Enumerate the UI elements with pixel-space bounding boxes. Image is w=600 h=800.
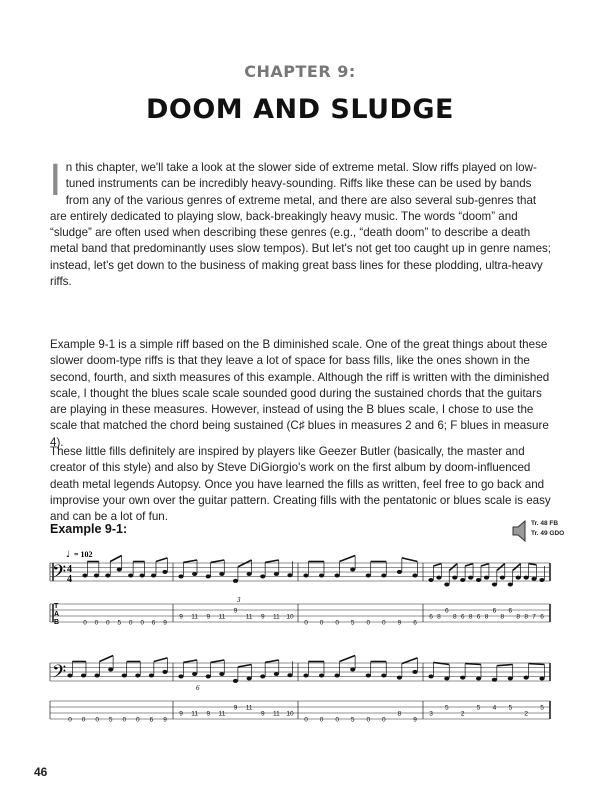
note-beam: [265, 560, 279, 562]
note-head: [192, 572, 197, 576]
note-beam: [238, 560, 252, 567]
note-head: [436, 576, 441, 580]
tab-fret-number: 11: [218, 613, 226, 621]
note-head: [81, 674, 86, 678]
tab-fret-number: 9: [163, 716, 167, 724]
note-head: [412, 574, 417, 578]
note-head: [508, 677, 513, 681]
bass-clef-icon: 𝄢: [52, 562, 67, 587]
tab-fret-number: 0: [106, 619, 110, 627]
note-head: [500, 576, 505, 580]
tab-fret-number: 11: [191, 710, 198, 718]
note-beam: [100, 656, 114, 662]
time-signature-bottom: 4: [67, 574, 72, 585]
tab-fret-number: 9: [179, 613, 183, 621]
note-head: [428, 674, 433, 678]
note-beam: [110, 556, 121, 562]
note-head: [412, 670, 417, 674]
note-head: [192, 672, 197, 676]
tab-fret-number: 6: [460, 613, 465, 621]
note-beam: [481, 564, 489, 566]
note-head: [117, 568, 122, 572]
chapter-label: CHAPTER 9:: [244, 62, 356, 81]
note-head: [151, 574, 156, 578]
note-head: [524, 676, 529, 680]
page-number: 46: [34, 765, 48, 779]
tab-fret-number: 0: [304, 619, 308, 627]
note-head: [247, 572, 252, 576]
tab-fret-number: 9: [413, 716, 417, 724]
note-head: [350, 568, 355, 572]
tab-fret-number: 7: [532, 613, 536, 621]
tab-fret-number: 0: [140, 619, 144, 627]
tab-fret-number: 5: [350, 619, 355, 627]
tab-fret-number: 9: [163, 619, 167, 627]
tab-fret-number: 3: [429, 710, 433, 718]
tempo-quarter-note: ♩: [66, 550, 71, 560]
tab-fret-number: 9: [206, 710, 211, 718]
note-head: [233, 579, 238, 583]
note-head: [366, 674, 371, 678]
note-head: [335, 574, 340, 578]
note-head: [397, 676, 402, 680]
tab-fret-number: 0: [335, 619, 339, 627]
note-beam: [465, 564, 473, 566]
note-beam: [529, 564, 537, 565]
tab-fret-number: 9: [233, 607, 238, 615]
note-beam: [340, 556, 356, 562]
time-signature-top: 4: [67, 564, 72, 575]
note-head: [492, 678, 497, 682]
tab-fret-number: 5: [117, 619, 122, 627]
chapter-title: DOOM AND SLUDGE: [145, 94, 455, 125]
note-head: [319, 674, 324, 678]
note-head: [128, 574, 133, 578]
note-head: [460, 676, 465, 680]
note-head: [247, 677, 252, 681]
tab-fret-number: 10: [286, 613, 294, 621]
tab-fret-number: 0: [304, 716, 308, 724]
note-head: [452, 576, 457, 580]
note-head: [476, 578, 481, 582]
note-head: [135, 674, 140, 678]
note-beam: [211, 560, 225, 562]
note-head: [206, 674, 211, 678]
note-beam: [265, 660, 279, 662]
tab-fret-number: 2: [460, 710, 465, 718]
note-beam: [529, 664, 545, 665]
tab-fret-number: 5: [540, 704, 544, 712]
note-head: [219, 572, 224, 576]
tab-fret-number: 11: [245, 613, 253, 621]
drop-cap: I: [49, 156, 62, 206]
tab-fret-number: 6: [149, 716, 154, 724]
tab-fret-number: 9: [260, 710, 265, 718]
note-head: [460, 578, 465, 582]
note-head: [178, 674, 183, 678]
tab-fret-number: 6: [445, 607, 449, 615]
note-head: [484, 576, 489, 580]
intro-text: n this chapter, we'll take a look at the slower side of extreme metal. Slow riffs played on low-tuned instruments can be incredibly heavy-sounding. Riffs like these can be used by bands from any of the various genres of extreme metal, and there are also several sub-genres that are entirely dedicated to playing slow, back-breakingly heavy music. The words “doom” and “sludge” are often used when describing these genres (e.g., “death doom” to describe a death metal band that predominantly uses slow tempos). But let's not get too caught up in genre names; instead, let's get down to the business of making great bass lines for these plodding, ultra-heavy riffs.: [50, 161, 552, 289]
note-head: [366, 574, 371, 578]
tab-fret-number: 0: [68, 716, 72, 724]
note-head: [233, 679, 238, 683]
note-head: [444, 677, 449, 681]
tab-fret-number: 0: [136, 716, 140, 724]
note-head: [287, 673, 292, 677]
note-beam: [183, 660, 197, 662]
note-head: [492, 583, 497, 587]
note-head: [428, 578, 433, 582]
note-head: [468, 576, 473, 580]
tab-fret-number: 2: [524, 710, 528, 718]
track-number-2: Tr. 49 GDO: [531, 530, 565, 537]
note-head: [178, 574, 183, 578]
note-beam: [238, 665, 252, 667]
tab-fret-number: 9: [233, 704, 238, 712]
tab-fret-number: 0: [366, 619, 371, 627]
tab-fret-number: 9: [206, 613, 211, 621]
note-beam: [465, 664, 481, 665]
note-head: [539, 578, 544, 582]
note-head: [508, 583, 513, 587]
tab-fret-number: 9: [397, 619, 402, 627]
note-head: [162, 670, 167, 674]
tab-fret-number: 8: [397, 710, 402, 718]
note-beam: [433, 564, 441, 566]
note-head: [444, 583, 449, 587]
tab-fret-number: 5: [445, 704, 449, 712]
note-head: [303, 674, 308, 678]
note-head: [381, 574, 386, 578]
tab-fret-number: 0: [335, 716, 339, 724]
tab-clef-t: T: [54, 603, 59, 610]
tab-fret-number: 6: [429, 613, 433, 621]
tab-fret-number: 8: [524, 613, 528, 621]
note-head: [108, 668, 113, 672]
tab-fret-number: 11: [273, 710, 280, 718]
note-head: [206, 574, 211, 578]
tab-fret-number: 0: [83, 619, 87, 627]
note-head: [397, 570, 402, 574]
tempo-marking: = 102: [74, 550, 93, 559]
tab-fret-number: 6: [151, 619, 156, 627]
tab-fret-number: 9: [179, 710, 183, 718]
note-head: [260, 674, 265, 678]
note-beam: [497, 564, 505, 571]
tab-fret-number: 6: [476, 613, 481, 621]
note-head: [319, 574, 324, 578]
tab-fret-number: 5: [508, 704, 513, 712]
note-beam: [154, 658, 168, 662]
tab-fret-number: 8: [452, 613, 457, 621]
note-head: [260, 574, 265, 578]
tab-fret-number: 11: [245, 704, 253, 712]
tab-fret-number: 4: [492, 704, 497, 712]
note-beam: [156, 558, 167, 562]
note-beam: [497, 665, 513, 666]
example-label: Example 9-1:: [50, 522, 128, 536]
note-beam: [211, 660, 225, 662]
note-head: [303, 574, 308, 578]
note-head: [140, 574, 145, 578]
note-beam: [183, 560, 197, 562]
note-head: [67, 674, 72, 678]
note-head: [531, 577, 536, 581]
tab-fret-number: 11: [218, 710, 226, 718]
note-head: [274, 672, 279, 676]
tab-fret-number: 8: [437, 613, 441, 621]
note-beam: [449, 564, 457, 571]
note-head: [82, 574, 87, 578]
note-head: [122, 674, 127, 678]
note-head: [287, 573, 292, 577]
tab-fret-number: 6: [540, 613, 544, 621]
tab-fret-number: 5: [476, 704, 481, 712]
note-beam: [513, 564, 521, 571]
note-head: [524, 576, 529, 580]
tab-fret-number: 5: [350, 716, 355, 724]
fills-paragraph: These little fills definitely are inspired by players like Geezer Butler (basically, the master and creator of this style) and also by Steve DiGiorgio's work on the first album by doom-influenced death metal legends Autopsy. Once you have learned the fills as written, feel free to go back and improvise your own over the guitar pattern. Creating fills with the pentatonic or blues scale is easy and can be a lot of fun.: [50, 445, 551, 524]
note-head: [219, 672, 224, 676]
sextuplet-mark: 6: [196, 684, 200, 692]
note-head: [476, 677, 481, 681]
example-description-paragraph: Example 9-1 is a simple riff based on the B diminished scale. One of the great things about these slower doom-type riffs is that they leave a lot of space for bass fills, like the ones shown in the second, fourth, and sixth measures of this example. Although the riff is written with the diminished scale, I thought the blues scale scale sounded good during the sustained chords that the guitars are playing in these measures. However, instead of using the B blues scale, I chose to use the scale that matched the chord being sustained (C♯ blues in measures 2 and 6; F blues in measure 4).: [50, 338, 550, 449]
triplet-mark: 3: [237, 596, 241, 604]
note-head: [162, 570, 167, 574]
note-head: [335, 674, 340, 678]
tab-clef-b: B: [54, 619, 60, 626]
tab-fret-number: 0: [94, 619, 99, 627]
note-head: [381, 674, 386, 678]
note-head: [539, 677, 544, 681]
tab-fret-number: 0: [319, 619, 324, 627]
note-head: [516, 576, 521, 580]
tab-fret-number: 8: [516, 613, 521, 621]
tab-fret-number: 0: [319, 716, 324, 724]
tab-fret-number: 0: [366, 716, 371, 724]
tab-fret-number: 6: [413, 619, 417, 627]
tab-fret-number: 0: [81, 716, 86, 724]
tab-fret-number: 5: [108, 716, 113, 724]
tab-fret-number: 9: [260, 613, 265, 621]
tab-fret-number: 0: [128, 619, 133, 627]
note-head: [94, 574, 99, 578]
tab-fret-number: 0: [122, 716, 127, 724]
tab-fret-number: 8: [468, 613, 473, 621]
note-beam: [340, 656, 356, 662]
tab-fret-number: 6: [492, 607, 497, 615]
note-head: [149, 674, 154, 678]
track-number-1: Tr. 48 FB: [531, 520, 559, 527]
tab-clef-a: A: [54, 611, 60, 618]
note-head: [95, 674, 100, 678]
tab-fret-number: 8: [484, 613, 489, 621]
tab-fret-number: 11: [191, 613, 198, 621]
note-head: [105, 574, 110, 578]
tab-fret-number: 0: [382, 716, 386, 724]
tab-fret-number: 0: [95, 716, 99, 724]
tab-fret-number: 10: [286, 710, 294, 718]
tab-fret-number: 11: [273, 613, 280, 621]
tab-fret-number: 8: [500, 613, 505, 621]
tab-fret-number: 6: [508, 607, 513, 615]
note-head: [350, 668, 355, 672]
tab-fret-number: 0: [382, 619, 386, 627]
note-head: [274, 572, 279, 576]
bass-clef-icon-row2: 𝄢: [52, 662, 67, 687]
note-beam: [402, 558, 418, 562]
